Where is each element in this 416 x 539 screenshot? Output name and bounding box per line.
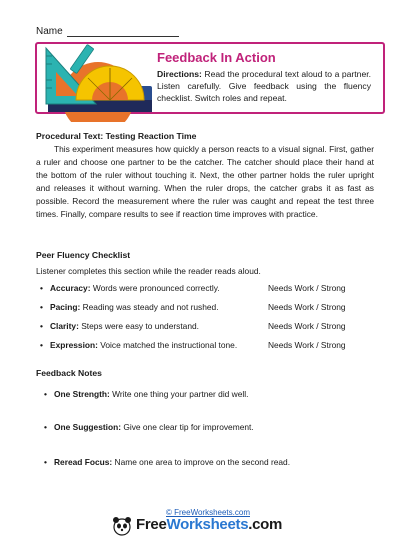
- bullet-icon: •: [40, 340, 43, 350]
- brand-part-free: Free: [136, 516, 167, 533]
- checklist-text: [50, 302, 219, 312]
- banner-title: Feedback In Action: [157, 50, 276, 65]
- brand-part-worksheets: Worksheets: [166, 516, 249, 533]
- bullet-icon: •: [40, 283, 43, 293]
- directions-body: Read the procedural text aloud to a partner. Listen carefully. Give feedback using the fluency checklist. Switch roles and repeat.: [157, 69, 372, 103]
- bullet-icon: •: [40, 321, 43, 331]
- checklist-heading: Peer Fluency Checklist: [36, 250, 131, 260]
- procedural-heading: Procedural Text: Testing Reaction Time: [36, 131, 197, 141]
- checklist-intro: Listener completes this section while the reader reads aloud.: [36, 266, 261, 276]
- checklist-text: [50, 321, 199, 331]
- note-description: Name one area to improve on the second read.: [114, 457, 291, 467]
- name-line[interactable]: [67, 27, 179, 37]
- note-item-suggestion[interactable]: [44, 422, 254, 432]
- checklist-text: [50, 340, 237, 350]
- directions-text: [157, 68, 371, 104]
- geometry-tools-icon: [38, 38, 156, 122]
- checklist-text: [50, 283, 220, 293]
- checklist-options[interactable]: Needs Work / Strong: [268, 340, 346, 350]
- directions-label: Directions:: [157, 69, 202, 79]
- note-label: Reread Focus:: [54, 457, 113, 467]
- name-label: Name: [36, 26, 63, 37]
- checklist-label: Accuracy:: [50, 283, 91, 293]
- note-item-reread[interactable]: [44, 457, 291, 467]
- checklist-label: Expression:: [50, 340, 98, 350]
- note-description: Give one clear tip for improvement.: [123, 422, 254, 432]
- brand-part-com: .com: [248, 516, 283, 533]
- brand-logo[interactable]: [112, 516, 312, 536]
- checklist-description: Words were pronounced correctly.: [92, 283, 220, 293]
- name-field[interactable]: [36, 26, 179, 37]
- checklist-options[interactable]: Needs Work / Strong: [268, 321, 346, 331]
- checklist-description: Voice matched the instructional tone.: [100, 340, 238, 350]
- note-label: One Strength:: [54, 389, 110, 399]
- checklist-label: Pacing:: [50, 302, 81, 312]
- brand-text: [136, 516, 282, 533]
- procedural-body: This experiment measures how quickly a person reacts to a visual signal. First, gather a ruler and choose one partner to be the catcher. The catcher should place their hand at the bottom of the ruler without touching it. Next, the other partner holds the ruler upright and releases it without warning. When the ruler drops, the catcher grabs it as fast as possible. Record the measurement where the ruler was caught and repeat the test three times. Finally, compare results to see if reaction time improves with practice.: [36, 144, 374, 219]
- bullet-icon: •: [44, 389, 47, 399]
- checklist-description: Reading was steady and not rushed.: [82, 302, 219, 312]
- checklist-label: Clarity:: [50, 321, 79, 331]
- checklist-description: Steps were easy to understand.: [81, 321, 199, 331]
- panda-logo-icon: [112, 516, 132, 536]
- note-item-strength[interactable]: [44, 389, 249, 399]
- note-label: One Suggestion:: [54, 422, 121, 432]
- checklist-options[interactable]: Needs Work / Strong: [268, 302, 346, 312]
- bullet-icon: •: [40, 302, 43, 312]
- checklist-options[interactable]: Needs Work / Strong: [268, 283, 346, 293]
- bullet-icon: •: [44, 457, 47, 467]
- note-description: Write one thing your partner did well.: [112, 389, 249, 399]
- notes-heading: Feedback Notes: [36, 368, 102, 378]
- bullet-icon: •: [44, 422, 47, 432]
- footer-link[interactable]: © FreeWorksheets.com: [166, 508, 250, 517]
